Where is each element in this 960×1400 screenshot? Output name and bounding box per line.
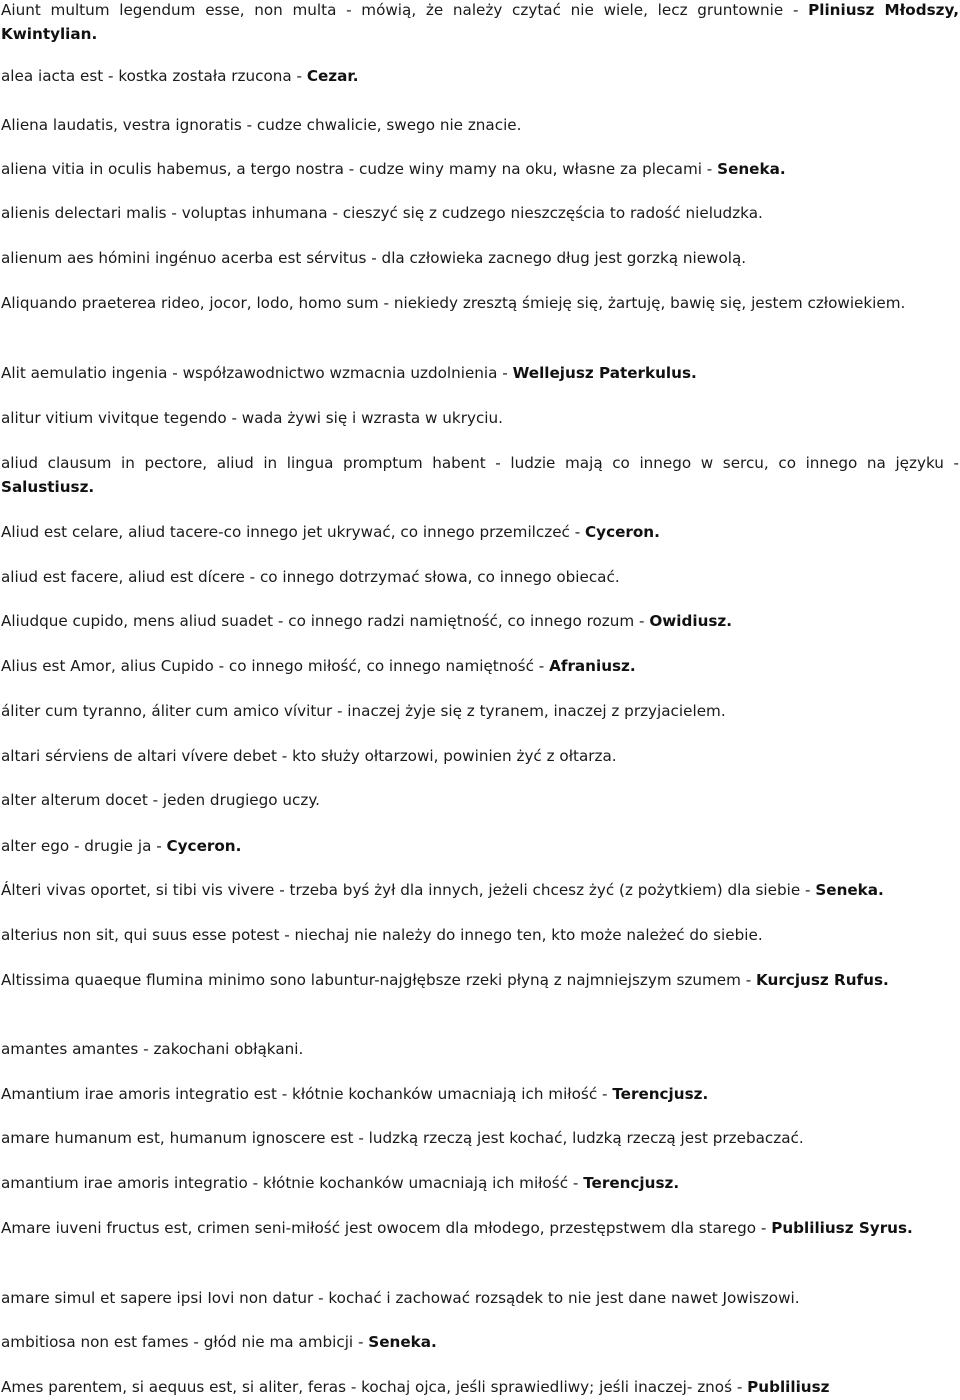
quote-text: Aliud est celare, aliud tacere-co innego jet ukrywać, co innego przemilczeć -	[1, 523, 586, 541]
quote-text: alter ego - drugie ja -	[1, 837, 167, 855]
quote-entry	[1, 609, 959, 633]
quote-entry	[1, 834, 959, 858]
quote-entry	[1, 1330, 959, 1354]
quote-text: alea iacta est - kostka została rzucona -	[1, 67, 307, 85]
quote-text: Aiunt multum legendum esse, non multa - mówią, że należy czytać nie wiele, lecz gruntownie -	[1, 1, 809, 19]
quote-text: aliena vitia in oculis habemus, a tergo nostra - cudze winy mamy na oku, własne za plecami -	[1, 160, 718, 178]
quote-author: Seneka.	[815, 881, 884, 899]
quote-entry	[1, 1171, 959, 1195]
quote-entry	[1, 113, 959, 137]
quote-entry	[1, 157, 959, 181]
quote-text: Alius est Amor, alius Cupido - co innego miłość, co innego namiętność -	[1, 657, 550, 675]
quote-entry	[1, 654, 959, 678]
quote-text: alienis delectari malis - voluptas inhumana - cieszyć się z cudzego nieszczęścia to radość nieludzka.	[1, 204, 763, 222]
quote-entry	[1, 64, 959, 88]
quote-text: aliud clausum in pectore, aliud in lingua promptum habent - ludzie mają co innego w sercu, co innego na języku -	[1, 454, 959, 472]
quote-text: alterius non sit, qui suus esse potest - niechaj nie należy do innego ten, kto może należeć do siebie.	[1, 926, 763, 944]
quote-text: Ames parentem, si aequus est, si aliter, feras - kochaj ojca, jeśli sprawiedliwy; jeśli inaczej- znoś -	[1, 1378, 748, 1396]
quote-entry	[1, 520, 959, 544]
quote-author: Seneka.	[368, 1333, 437, 1351]
quote-text: altari sérviens de altari vívere debet - kto służy ołtarzowi, powinien żyć z ołtarza.	[1, 747, 617, 765]
quote-author: Terencjusz.	[612, 1085, 709, 1103]
quote-author: Publiliusz	[747, 1378, 830, 1396]
quote-author: Cyceron.	[166, 837, 242, 855]
quote-entry	[1, 1082, 959, 1106]
quote-entry	[1, 878, 959, 902]
quote-text: alienum aes hómini ingénuo acerba est sérvitus - dla człowieka zacnego dług jest gorzką niewolą.	[1, 249, 747, 267]
quote-text: Aliena laudatis, vestra ignoratis - cudze chwalicie, swego nie znacie.	[1, 116, 522, 134]
quote-text: amare simul et sapere ipsi Iovi non datur - kochać i zachować rozsądek to nie jest dane nawet Jowiszowi.	[1, 1289, 800, 1307]
quote-text: Álteri vivas oportet, si tibi vis vivere - trzeba byś żył dla innych, jeżeli chcesz żyć (z pożytkiem) dla siebie -	[1, 881, 816, 899]
quote-text: Amantium irae amoris integratio est - kłótnie kochanków umacniają ich miłość -	[1, 1085, 613, 1103]
quote-entry	[1, 361, 959, 385]
quote-author: Seneka.	[717, 160, 786, 178]
quote-text: Alit aemulatio ingenia - współzawodnictwo wzmacnia uzdolnienia -	[1, 364, 513, 382]
quote-text: amare humanum est, humanum ignoscere est - ludzką rzeczą jest kochać, ludzką rzeczą jest przebaczać.	[1, 1129, 804, 1147]
quote-entry	[1, 923, 959, 947]
quote-text: Amare iuveni fructus est, crimen seni-miłość jest owocem dla młodego, przestępstwem dla starego -	[1, 1219, 772, 1237]
quote-text: aliud est facere, aliud est dícere - co innego dotrzymać słowa, co innego obiecać.	[1, 568, 620, 586]
quote-entry	[1, 1375, 959, 1399]
quote-text: alter alterum docet - jeden drugiego uczy.	[1, 791, 321, 809]
quote-entry	[1, 1037, 959, 1061]
quote-entry	[1, 1126, 959, 1150]
quote-text: áliter cum tyranno, áliter cum amico vívitur - inaczej żyje się z tyranem, inaczej z przyjacielem.	[1, 702, 726, 720]
quote-text: ambitiosa non est fames - głód nie ma ambicji -	[1, 1333, 369, 1351]
quote-entry	[1, 246, 959, 270]
quote-author: Kurcjusz Rufus.	[756, 971, 889, 989]
quote-entry	[1, 788, 959, 812]
quote-entry	[1, 1286, 959, 1310]
quote-entry	[1, 0, 959, 46]
quote-text: amantes amantes - zakochani obłąkani.	[1, 1040, 304, 1058]
quote-author: Publiliusz Syrus.	[771, 1219, 913, 1237]
quote-text: Aliudque cupido, mens aliud suadet - co innego radzi namiętność, co innego rozum -	[1, 612, 650, 630]
quote-entry	[1, 699, 959, 723]
quote-entry	[1, 565, 959, 589]
quote-author: Terencjusz.	[583, 1174, 680, 1192]
quote-author: Afraniusz.	[549, 657, 636, 675]
quote-text: alitur vitium vivitque tegendo - wada żywi się i wzrasta w ukryciu.	[1, 409, 503, 427]
quote-entry	[1, 1216, 959, 1240]
quote-text: Aliquando praeterea rideo, jocor, lodo, homo sum - niekiedy zresztą śmieję się, żartuję, bawię się, jestem człowiekiem.	[1, 294, 906, 312]
quote-author: Salustiusz.	[1, 478, 95, 496]
quote-entry	[1, 406, 959, 430]
quote-author: Pliniusz Młodszy, Kwintylian.	[1, 1, 959, 43]
quote-author: Owidiusz.	[649, 612, 733, 630]
quote-entry	[1, 291, 959, 315]
quote-entry	[1, 451, 959, 499]
quote-author: Cyceron.	[585, 523, 660, 541]
quote-author: Cezar.	[306, 67, 359, 85]
quote-text: amantium irae amoris integratio - kłótnie kochanków umacniają ich miłość -	[1, 1174, 584, 1192]
quote-author: Wellejusz Paterkulus.	[512, 364, 697, 382]
quote-entry	[1, 744, 959, 768]
quote-entry	[1, 968, 959, 992]
quote-text: Altissima quaeque flumina minimo sono labuntur-najgłębsze rzeki płyną z najmniejszym szumem -	[1, 971, 757, 989]
quote-entry	[1, 201, 959, 225]
